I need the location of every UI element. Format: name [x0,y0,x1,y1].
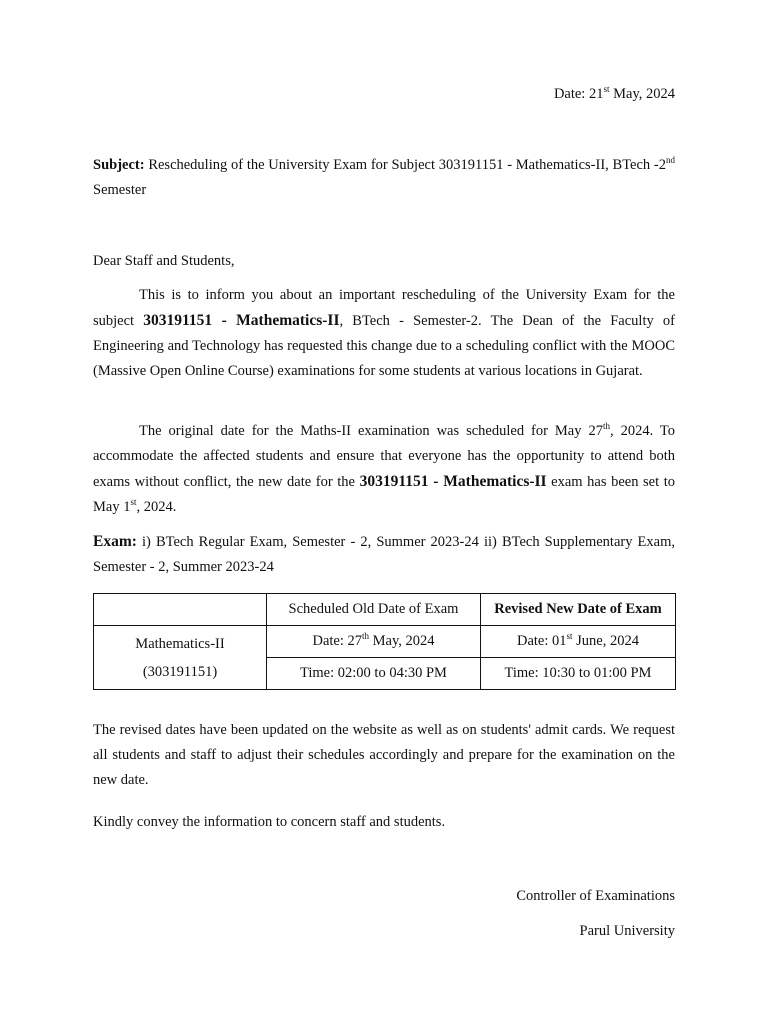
table-new-date-cell: Date: 01st June, 2024 [481,626,676,658]
table-header-old-date: Scheduled Old Date of Exam [267,594,481,626]
table-header-empty [94,594,267,626]
table-old-time-cell: Time: 02:00 to 04:30 PM [267,658,481,690]
paragraph-intro: This is to inform you about an important rescheduling of the University Exam for the subject 303191151 - Mathematics-II, BTech - Semester-2. The Dean of the Faculty of Engineering and Technology has requested this change due to a scheduling conflict with the MOOC (Massive Open Online Course) examinations for some students at various locations in Gujarat. [93,287,675,379]
exam-schedule-table [93,593,676,690]
signature-organization: Parul University [579,923,675,939]
salutation: Dear Staff and Students, [93,253,235,269]
exam-label: Exam: [93,533,137,550]
paragraph-original-date: The original date for the Maths-II examination was scheduled for May 27th, 2024. To accommodate the affected students and ensure that everyone has the opportunity to attend both exams without conflict, the new date for the 303191151 - Mathematics-II exam has been set to May 1st, 2024. [93,421,675,515]
table-header-new-date: Revised New Date of Exam [481,594,676,626]
table-header-row [94,594,676,626]
table-old-date-cell: Date: 27th May, 2024 [267,626,481,658]
signature-title: Controller of Examinations [516,888,675,904]
subject-label: Subject: [93,157,145,173]
paragraph-convey: Kindly convey the information to concern staff and students. [93,814,446,830]
table-subject-cell: Mathematics-II (303191151) [94,626,267,690]
table-new-time-cell: Time: 10:30 to 01:00 PM [481,658,676,690]
paragraph-revised-dates: The revised dates have been updated on the website as well as on students' admit cards. We request all students and staff to adjust their schedules accordingly and prepare for the examination on the new date. [93,722,675,788]
letter-page [93,0,675,1024]
table-row [94,626,676,658]
letter-subject: Subject: Rescheduling of the University Exam for Subject 303191151 - Mathematics-II, BTech -2nd Semester [93,155,675,198]
exam-details: Exam: i) BTech Regular Exam, Semester - 2, Summer 2023-24 ii) BTech Supplementary Exam, Semester - 2, Summer 2023-24 [93,533,675,575]
letter-date: Date: 21st May, 2024 [553,84,675,102]
